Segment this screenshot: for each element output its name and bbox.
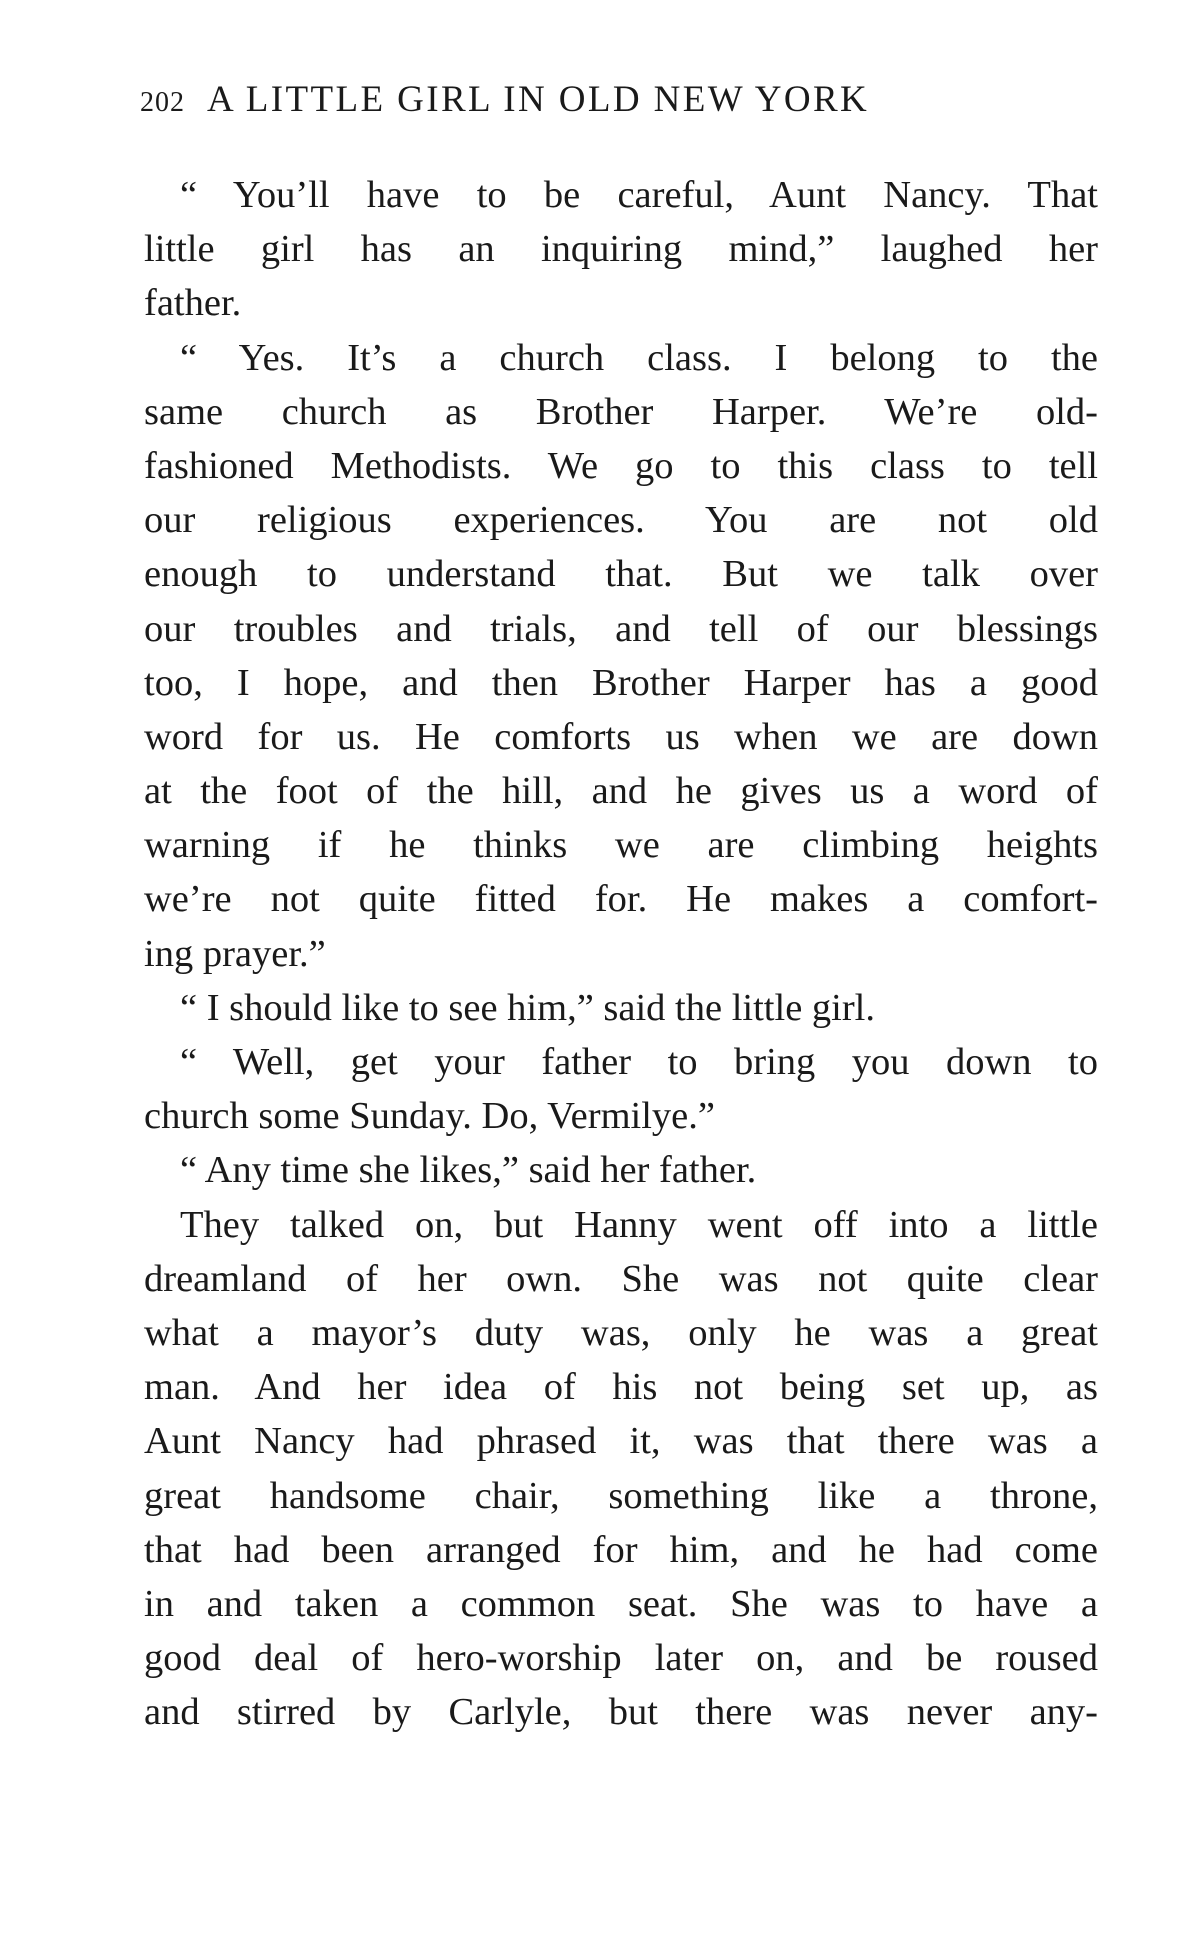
text-line: “ Any time she likes,” said her father. (180, 1149, 757, 1192)
text-line: we’re not quite fitted for. He makes a comfort- (144, 878, 1098, 921)
text-line: too, I hope, and then Brother Harper has a good (144, 661, 1098, 704)
text-line: warning if he thinks we are climbing heights (144, 824, 1098, 867)
body-text (144, 168, 1098, 1739)
text-line: dreamland of her own. She was not quite clear (144, 1257, 1098, 1300)
text-line: father. (144, 282, 242, 325)
text-line: “ Yes. It’s a church class. I belong to the (180, 336, 1098, 379)
text-line: church some Sunday. Do, Vermilye.” (144, 1095, 715, 1138)
text-line: man. And her idea of his not being set up, as (144, 1366, 1098, 1409)
text-line: enough to understand that. But we talk over (144, 553, 1098, 596)
text-line: that had been arranged for him, and he had come (144, 1528, 1098, 1571)
text-line: at the foot of the hill, and he gives us a word of (144, 770, 1098, 813)
text-line: Aunt Nancy had phrased it, was that there was a (144, 1420, 1098, 1463)
page-header (140, 78, 1100, 128)
text-line: “ You’ll have to be careful, Aunt Nancy. That (180, 174, 1098, 216)
running-title: A LITTLE GIRL IN OLD NEW YORK (207, 79, 870, 120)
text-line: “ I should like to see him,” said the little girl. (180, 986, 875, 1029)
text-line: They talked on, but Hanny went off into a little (180, 1203, 1098, 1246)
text-line: our troubles and trials, and tell of our blessings (144, 607, 1098, 650)
text-line: “ Well, get your father to bring you down to (180, 1041, 1098, 1083)
text-line: word for us. He comforts us when we are down (144, 715, 1098, 758)
text-line: what a mayor’s duty was, only he was a great (144, 1311, 1098, 1354)
text-line: little girl has an inquiring mind,” laughed her (144, 228, 1098, 271)
text-line: ing prayer.” (144, 932, 326, 975)
text-line: good deal of hero-worship later on, and be roused (144, 1637, 1098, 1680)
text-line: our religious experiences. You are not old (144, 499, 1098, 542)
page-number: 202 (140, 87, 185, 118)
text-line: same church as Brother Harper. We’re old- (144, 390, 1098, 433)
text-line: fashioned Methodists. We go to this class to tell (144, 444, 1098, 487)
text-line: in and taken a common seat. She was to have a (144, 1582, 1098, 1625)
text-line: and stirred by Carlyle, but there was never any- (144, 1691, 1098, 1734)
text-line: great handsome chair, something like a throne, (144, 1474, 1098, 1517)
